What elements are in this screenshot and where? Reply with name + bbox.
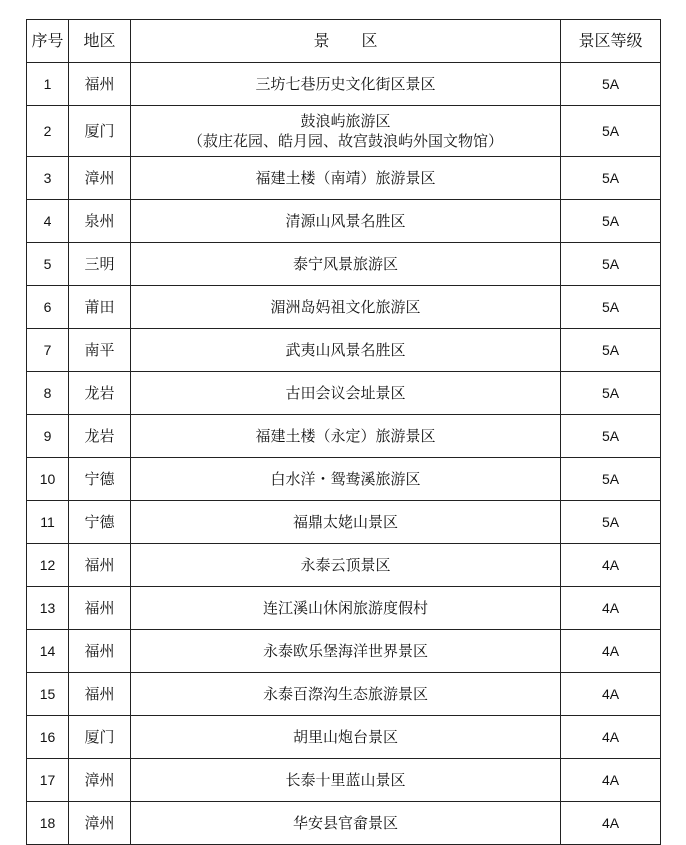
cell-seq: 18 bbox=[27, 802, 69, 845]
area-name: 永泰云顶景区 bbox=[300, 556, 391, 574]
area-name: 福建土楼（南靖）旅游景区 bbox=[255, 169, 436, 187]
cell-grade: 5A bbox=[561, 372, 661, 415]
table-row bbox=[27, 587, 661, 630]
table-row bbox=[27, 630, 661, 673]
table-row bbox=[27, 106, 661, 157]
cell-seq: 10 bbox=[27, 458, 69, 501]
cell-grade: 5A bbox=[561, 286, 661, 329]
area-name: 华安县官畲景区 bbox=[292, 814, 398, 832]
cell-area bbox=[131, 415, 561, 458]
cell-region: 厦门 bbox=[69, 716, 131, 759]
cell-grade: 5A bbox=[561, 329, 661, 372]
cell-grade: 5A bbox=[561, 501, 661, 544]
cell-area bbox=[131, 802, 561, 845]
area-name: 武夷山风景名胜区 bbox=[285, 341, 406, 359]
area-name: 古田会议会址景区 bbox=[285, 384, 406, 402]
area-name: 湄洲岛妈祖文化旅游区 bbox=[270, 298, 421, 316]
area-name: 胡里山炮台景区 bbox=[292, 728, 398, 746]
scenic-area-table-container bbox=[26, 19, 660, 845]
cell-region: 莆田 bbox=[69, 286, 131, 329]
cell-region: 漳州 bbox=[69, 157, 131, 200]
cell-seq: 11 bbox=[27, 501, 69, 544]
cell-area bbox=[131, 759, 561, 802]
table-row bbox=[27, 329, 661, 372]
cell-grade: 5A bbox=[561, 415, 661, 458]
cell-grade: 5A bbox=[561, 106, 661, 157]
table-row bbox=[27, 200, 661, 243]
cell-seq: 5 bbox=[27, 243, 69, 286]
cell-area bbox=[131, 243, 561, 286]
cell-grade: 4A bbox=[561, 673, 661, 716]
area-name: 连江溪山休闲旅游度假村 bbox=[262, 599, 428, 617]
cell-region: 福州 bbox=[69, 673, 131, 716]
cell-seq: 16 bbox=[27, 716, 69, 759]
area-name: 永泰百漈沟生态旅游景区 bbox=[262, 685, 428, 703]
cell-seq: 2 bbox=[27, 106, 69, 157]
area-name: 白水洋・鸳鸯溪旅游区 bbox=[270, 470, 421, 488]
table-row bbox=[27, 716, 661, 759]
area-name: 永泰欧乐堡海洋世界景区 bbox=[262, 642, 428, 660]
table-row bbox=[27, 501, 661, 544]
area-name: 福鼎太姥山景区 bbox=[292, 513, 398, 531]
cell-area bbox=[131, 63, 561, 106]
cell-seq: 6 bbox=[27, 286, 69, 329]
area-name: 鼓浪屿旅游区 bbox=[300, 112, 391, 130]
scenic-area-table bbox=[26, 19, 661, 845]
area-name: 福建土楼（永定）旅游景区 bbox=[255, 427, 436, 445]
cell-seq: 17 bbox=[27, 759, 69, 802]
header-row bbox=[27, 20, 661, 63]
cell-area bbox=[131, 587, 561, 630]
header-seq: 序号 bbox=[27, 20, 69, 63]
cell-seq: 13 bbox=[27, 587, 69, 630]
cell-area bbox=[131, 200, 561, 243]
cell-seq: 15 bbox=[27, 673, 69, 716]
table-row bbox=[27, 415, 661, 458]
header-grade: 景区等级 bbox=[561, 20, 661, 63]
cell-region: 宁德 bbox=[69, 458, 131, 501]
cell-region: 厦门 bbox=[69, 106, 131, 157]
area-name: 清源山风景名胜区 bbox=[285, 212, 406, 230]
cell-grade: 5A bbox=[561, 157, 661, 200]
table-row bbox=[27, 63, 661, 106]
table-header bbox=[27, 20, 661, 63]
cell-grade: 5A bbox=[561, 200, 661, 243]
header-region: 地区 bbox=[69, 20, 131, 63]
table-row bbox=[27, 802, 661, 845]
cell-region: 福州 bbox=[69, 63, 131, 106]
cell-area bbox=[131, 106, 561, 157]
cell-grade: 5A bbox=[561, 63, 661, 106]
area-name: 三坊七巷历史文化街区景区 bbox=[255, 75, 436, 93]
cell-region: 龙岩 bbox=[69, 372, 131, 415]
cell-grade: 4A bbox=[561, 716, 661, 759]
cell-area bbox=[131, 458, 561, 501]
table-row bbox=[27, 372, 661, 415]
cell-seq: 9 bbox=[27, 415, 69, 458]
table-row bbox=[27, 673, 661, 716]
table-row bbox=[27, 243, 661, 286]
cell-region: 漳州 bbox=[69, 802, 131, 845]
table-body bbox=[27, 63, 661, 845]
cell-seq: 1 bbox=[27, 63, 69, 106]
cell-region: 龙岩 bbox=[69, 415, 131, 458]
cell-region: 福州 bbox=[69, 587, 131, 630]
table-row bbox=[27, 157, 661, 200]
cell-area bbox=[131, 286, 561, 329]
cell-region: 泉州 bbox=[69, 200, 131, 243]
table-row bbox=[27, 759, 661, 802]
cell-seq: 7 bbox=[27, 329, 69, 372]
cell-area bbox=[131, 673, 561, 716]
cell-area bbox=[131, 329, 561, 372]
cell-region: 福州 bbox=[69, 630, 131, 673]
cell-region: 福州 bbox=[69, 544, 131, 587]
cell-grade: 5A bbox=[561, 243, 661, 286]
cell-area bbox=[131, 372, 561, 415]
cell-area bbox=[131, 630, 561, 673]
cell-grade: 4A bbox=[561, 544, 661, 587]
cell-region: 宁德 bbox=[69, 501, 131, 544]
cell-area bbox=[131, 501, 561, 544]
cell-seq: 12 bbox=[27, 544, 69, 587]
cell-region: 三明 bbox=[69, 243, 131, 286]
table-row bbox=[27, 544, 661, 587]
cell-seq: 3 bbox=[27, 157, 69, 200]
cell-region: 南平 bbox=[69, 329, 131, 372]
area-name: 泰宁风景旅游区 bbox=[292, 255, 398, 273]
area-name: 长泰十里蓝山景区 bbox=[285, 771, 406, 789]
cell-grade: 5A bbox=[561, 458, 661, 501]
area-subtitle: （菽庄花园、皓月园、故宫鼓浪屿外国文物馆） bbox=[187, 132, 503, 150]
cell-seq: 14 bbox=[27, 630, 69, 673]
cell-area bbox=[131, 544, 561, 587]
header-area: 景 区 bbox=[131, 20, 561, 63]
cell-region: 漳州 bbox=[69, 759, 131, 802]
cell-grade: 4A bbox=[561, 630, 661, 673]
cell-area bbox=[131, 157, 561, 200]
table-row bbox=[27, 458, 661, 501]
cell-grade: 4A bbox=[561, 759, 661, 802]
cell-seq: 8 bbox=[27, 372, 69, 415]
cell-seq: 4 bbox=[27, 200, 69, 243]
cell-grade: 4A bbox=[561, 802, 661, 845]
cell-area bbox=[131, 716, 561, 759]
cell-grade: 4A bbox=[561, 587, 661, 630]
table-row bbox=[27, 286, 661, 329]
